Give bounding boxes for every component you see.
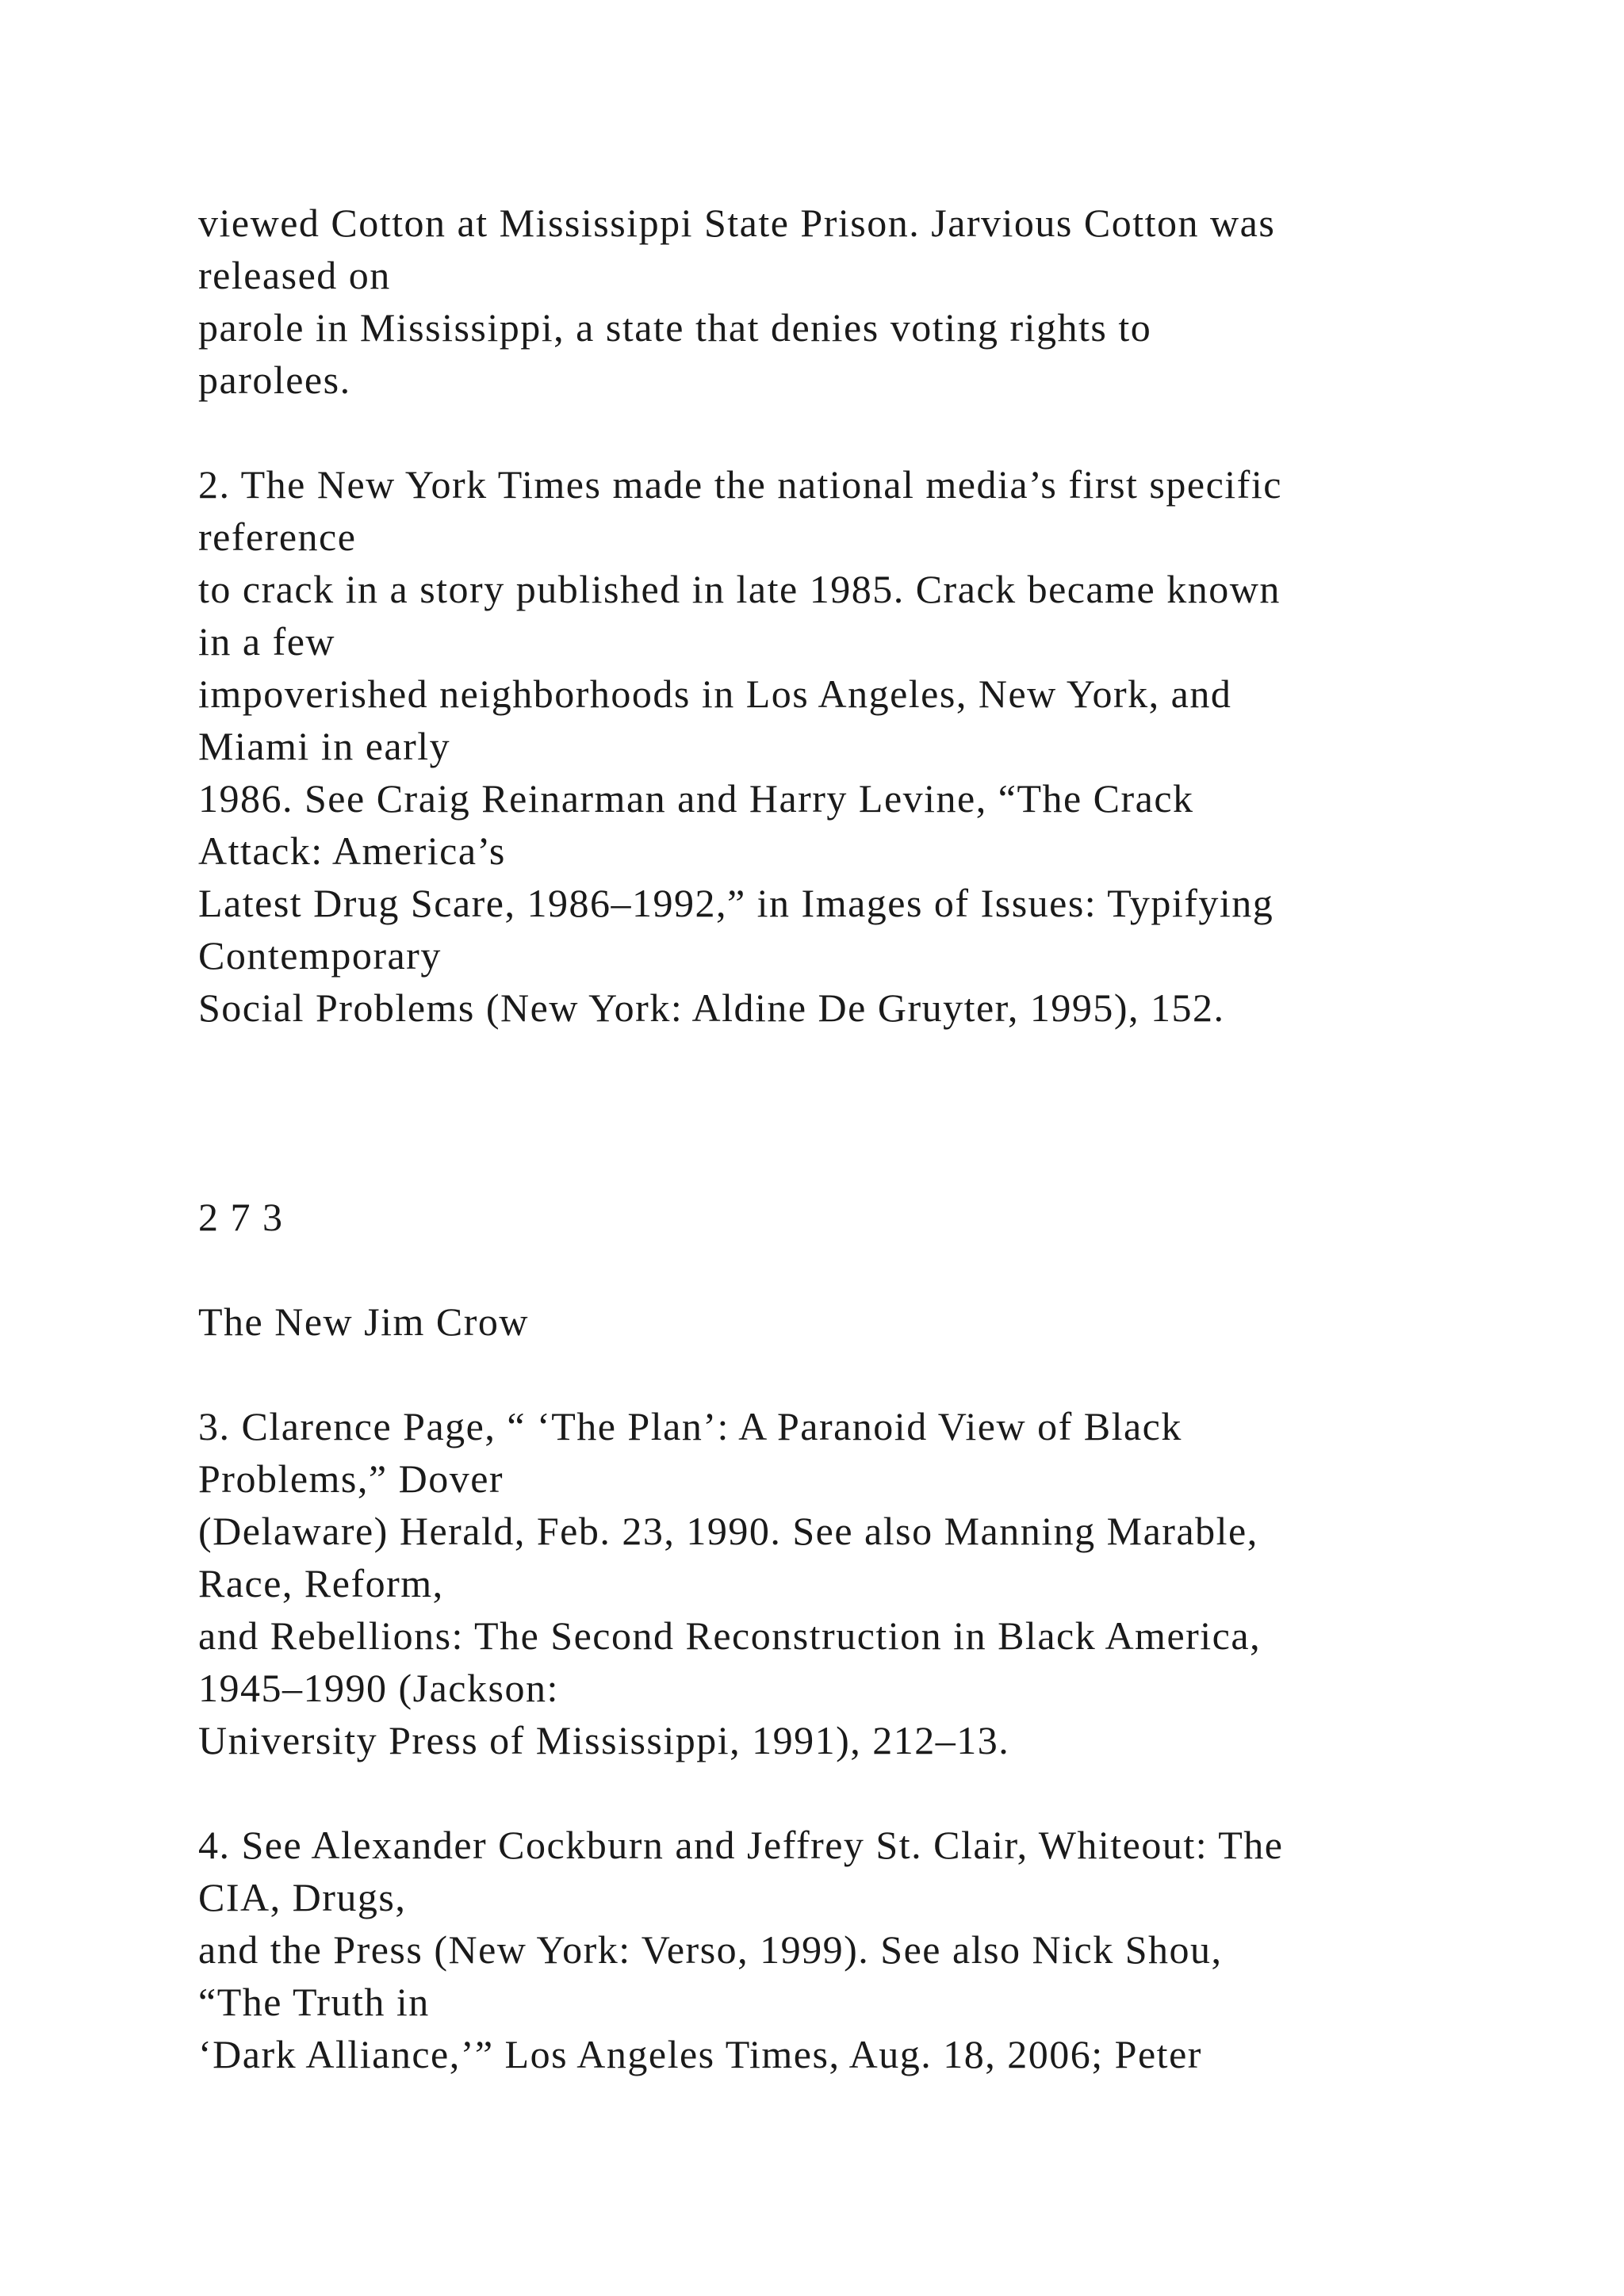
text-line: viewed Cotton at Mississippi State Prison. Jarvious Cotton was bbox=[198, 201, 1276, 245]
text-line: Contemporary bbox=[198, 933, 442, 978]
text-line: CIA, Drugs, bbox=[198, 1875, 407, 1919]
text-line: Attack: America’s bbox=[198, 828, 506, 873]
page-break-gap bbox=[198, 1034, 1546, 1191]
document-page bbox=[198, 197, 1546, 2080]
text-line: “The Truth in bbox=[198, 1980, 430, 2024]
paragraph-gap bbox=[198, 1766, 1546, 1819]
text-line: University Press of Mississippi, 1991), 212–13. bbox=[198, 1718, 1010, 1762]
paragraph-gap bbox=[198, 1243, 1546, 1295]
text-line: ‘Dark Alliance,’” Los Angeles Times, Aug. 18, 2006; Peter bbox=[198, 2032, 1202, 2076]
text-line: impoverished neighborhoods in Los Angeles, New York, and bbox=[198, 672, 1232, 716]
note-4 bbox=[198, 1819, 1546, 2080]
text-line: released on bbox=[198, 253, 391, 297]
text-line: Latest Drug Scare, 1986–1992,” in Images of Issues: Typifying bbox=[198, 881, 1274, 925]
text-line: 1986. See Craig Reinarman and Harry Levine, “The Crack bbox=[198, 776, 1194, 821]
text-line: in a few bbox=[198, 619, 336, 664]
text-line: Social Problems (New York: Aldine De Gruyter, 1995), 152. bbox=[198, 985, 1225, 1030]
text-line: 1945–1990 (Jackson: bbox=[198, 1666, 559, 1710]
text-line: Race, Reform, bbox=[198, 1561, 444, 1605]
text-line: 4. See Alexander Cockburn and Jeffrey St. Clair, Whiteout: The bbox=[198, 1823, 1284, 1867]
text-line: to crack in a story published in late 1985. Crack became known bbox=[198, 567, 1281, 611]
note-1-continuation bbox=[198, 197, 1546, 406]
text-line: Problems,” Dover bbox=[198, 1456, 504, 1501]
text-line: reference bbox=[198, 515, 357, 559]
paragraph-gap bbox=[198, 406, 1546, 458]
note-2 bbox=[198, 458, 1546, 1034]
text-line: parole in Mississippi, a state that denies voting rights to bbox=[198, 305, 1152, 350]
running-header bbox=[198, 1295, 1546, 1348]
text-line: (Delaware) Herald, Feb. 23, 1990. See also Manning Marable, bbox=[198, 1509, 1258, 1553]
page-number bbox=[198, 1191, 1546, 1243]
note-3 bbox=[198, 1400, 1546, 1766]
text-line: 2. The New York Times made the national media’s first specific bbox=[198, 462, 1282, 507]
text-line: and Rebellions: The Second Reconstruction in Black America, bbox=[198, 1613, 1262, 1658]
text-line: and the Press (New York: Verso, 1999). See also Nick Shou, bbox=[198, 1927, 1223, 1972]
paragraph-gap bbox=[198, 1348, 1546, 1400]
text-line: Miami in early bbox=[198, 724, 451, 768]
page-number-text: 2 7 3 bbox=[198, 1195, 284, 1239]
running-header-text: The New Jim Crow bbox=[198, 1299, 529, 1344]
text-line: parolees. bbox=[198, 358, 351, 402]
text-line: 3. Clarence Page, “ ‘The Plan’: A Paranoid View of Black bbox=[198, 1404, 1182, 1448]
